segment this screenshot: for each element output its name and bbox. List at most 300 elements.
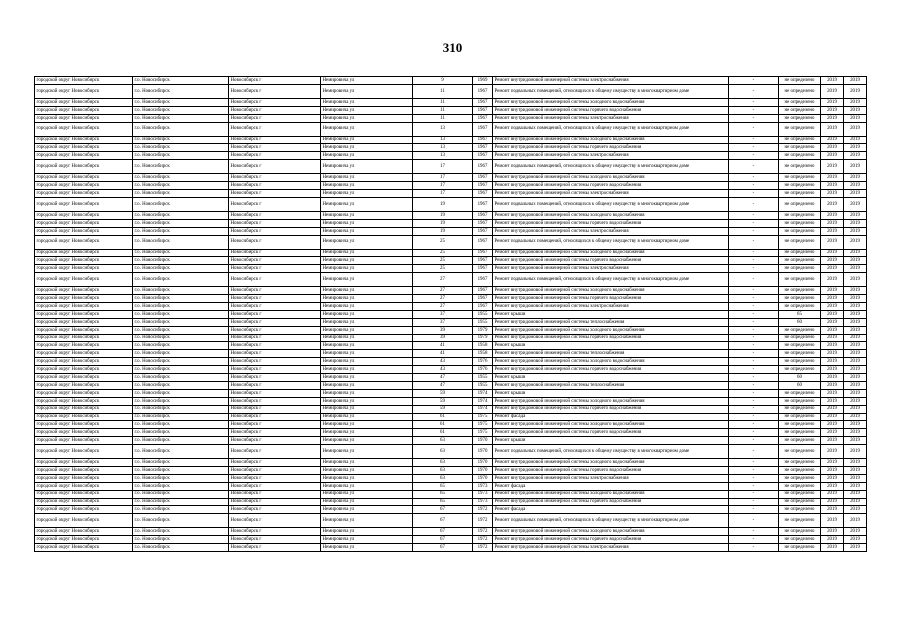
table-row <box>35 528 867 536</box>
year-start-cell: 2019 <box>821 482 844 490</box>
year-end-cell: 2019 <box>844 437 867 445</box>
street-cell: Немировича ул <box>321 249 413 257</box>
street-cell: Немировича ул <box>321 334 413 342</box>
wear-cell: не определено <box>779 350 821 358</box>
district-cell: г.о. Новосибирск <box>133 437 229 445</box>
settlement-cell: Новосибирск г <box>229 152 321 160</box>
year-start-cell: 2019 <box>821 358 844 366</box>
municipality-cell: городской округ Новосибирск <box>35 98 133 106</box>
year-cell: 1976 <box>473 358 493 366</box>
year-start-cell: 2019 <box>821 152 844 160</box>
district-cell: г.о. Новосибирск <box>133 106 229 114</box>
settlement-cell: Новосибирск г <box>229 397 321 405</box>
table-row <box>35 265 867 273</box>
wear-cell: не определено <box>779 152 821 160</box>
year-end-cell: 2019 <box>844 211 867 219</box>
street-cell: Немировича ул <box>321 122 413 136</box>
wear-cell: не определено <box>779 437 821 445</box>
municipality-cell: городской округ Новосибирск <box>35 160 133 174</box>
table-row <box>35 227 867 235</box>
year-start-cell: 2019 <box>821 429 844 437</box>
year-cell: 1967 <box>473 257 493 265</box>
district-cell: г.о. Новосибирск <box>133 190 229 198</box>
house-cell: 41 <box>413 350 473 358</box>
house-cell: 11 <box>413 114 473 122</box>
year-end-cell: 2019 <box>844 84 867 98</box>
wear-cell: не определено <box>779 174 821 182</box>
cost-cell: - <box>729 429 779 437</box>
district-cell: г.о. Новосибирск <box>133 413 229 421</box>
street-cell: Немировича ул <box>321 397 413 405</box>
street-cell: Немировича ул <box>321 528 413 536</box>
work-type-cell: Ремонт подвальных помещений, относящихся к общему имуществу в многоквартирном доме <box>493 235 729 249</box>
year-cell: 1967 <box>473 190 493 198</box>
settlement-cell: Новосибирск г <box>229 482 321 490</box>
year-end-cell: 2019 <box>844 528 867 536</box>
wear-cell: не определено <box>779 544 821 552</box>
table-row <box>35 514 867 528</box>
table-row <box>35 506 867 514</box>
cost-cell: - <box>729 514 779 528</box>
year-start-cell: 2019 <box>821 211 844 219</box>
year-start-cell: 2019 <box>821 98 844 106</box>
settlement-cell: Новосибирск г <box>229 366 321 374</box>
cost-cell: - <box>729 197 779 211</box>
work-type-cell: Ремонт крыши <box>493 437 729 445</box>
house-cell: 67 <box>413 514 473 528</box>
cost-cell: - <box>729 466 779 474</box>
year-start-cell: 2019 <box>821 528 844 536</box>
street-cell: Немировича ул <box>321 303 413 311</box>
house-cell: 63 <box>413 437 473 445</box>
cost-cell: - <box>729 437 779 445</box>
house-cell: 17 <box>413 190 473 198</box>
cost-cell: - <box>729 445 779 459</box>
year-end-cell: 2019 <box>844 381 867 389</box>
house-cell: 11 <box>413 106 473 114</box>
cost-cell: - <box>729 506 779 514</box>
work-type-cell: Ремонт внутридомовой инженерной системы горячего водоснабжения <box>493 366 729 374</box>
work-type-cell: Ремонт внутридомовой инженерной системы холодного водоснабжения <box>493 287 729 295</box>
municipality-cell: городской округ Новосибирск <box>35 84 133 98</box>
municipality-cell: городской округ Новосибирск <box>35 350 133 358</box>
settlement-cell: Новосибирск г <box>229 122 321 136</box>
year-end-cell: 2019 <box>844 466 867 474</box>
house-cell: 61 <box>413 413 473 421</box>
house-cell: 67 <box>413 528 473 536</box>
year-cell: 1970 <box>473 466 493 474</box>
house-cell: 43 <box>413 358 473 366</box>
district-cell: г.о. Новосибирск <box>133 445 229 459</box>
municipality-cell: городской округ Новосибирск <box>35 144 133 152</box>
municipality-cell: городской округ Новосибирск <box>35 265 133 273</box>
year-end-cell: 2019 <box>844 374 867 382</box>
settlement-cell: Новосибирск г <box>229 342 321 350</box>
table-row <box>35 235 867 249</box>
cost-cell: - <box>729 474 779 482</box>
work-type-cell: Ремонт внутридомовой инженерной системы горячего водоснабжения <box>493 405 729 413</box>
street-cell: Немировича ул <box>321 84 413 98</box>
settlement-cell: Новосибирск г <box>229 310 321 318</box>
settlement-cell: Новосибирск г <box>229 536 321 544</box>
work-type-cell: Ремонт внутридомовой инженерной системы горячего водоснабжения <box>493 144 729 152</box>
work-type-cell: Ремонт внутридомовой инженерной системы холодного водоснабжения <box>493 397 729 405</box>
table-row <box>35 342 867 350</box>
cost-cell: - <box>729 182 779 190</box>
year-start-cell: 2019 <box>821 445 844 459</box>
table-row <box>35 106 867 114</box>
municipality-cell: городской округ Новосибирск <box>35 114 133 122</box>
table-row <box>35 389 867 397</box>
work-type-cell: Ремонт подвальных помещений, относящихся к общему имуществу в многоквартирном доме <box>493 514 729 528</box>
year-start-cell: 2019 <box>821 381 844 389</box>
municipality-cell: городской округ Новосибирск <box>35 498 133 506</box>
municipality-cell: городской округ Новосибирск <box>35 366 133 374</box>
wear-cell: не определено <box>779 536 821 544</box>
table-row <box>35 190 867 198</box>
table-row <box>35 544 867 552</box>
cost-cell: - <box>729 310 779 318</box>
year-cell: 1973 <box>473 482 493 490</box>
house-cell: 27 <box>413 287 473 295</box>
house-cell: 63 <box>413 445 473 459</box>
settlement-cell: Новосибирск г <box>229 474 321 482</box>
house-cell: 47 <box>413 374 473 382</box>
year-start-cell: 2019 <box>821 77 844 85</box>
district-cell: г.о. Новосибирск <box>133 536 229 544</box>
district-cell: г.о. Новосибирск <box>133 466 229 474</box>
year-end-cell: 2019 <box>844 174 867 182</box>
house-cell: 13 <box>413 122 473 136</box>
table-row <box>35 160 867 174</box>
wear-cell: не определено <box>779 84 821 98</box>
settlement-cell: Новосибирск г <box>229 358 321 366</box>
settlement-cell: Новосибирск г <box>229 227 321 235</box>
district-cell: г.о. Новосибирск <box>133 474 229 482</box>
street-cell: Немировича ул <box>321 160 413 174</box>
settlement-cell: Новосибирск г <box>229 182 321 190</box>
street-cell: Немировича ул <box>321 498 413 506</box>
street-cell: Немировича ул <box>321 342 413 350</box>
work-type-cell: Ремонт подвальных помещений, относящихся к общему имуществу в многоквартирном доме <box>493 160 729 174</box>
table-row <box>35 249 867 257</box>
year-start-cell: 2019 <box>821 334 844 342</box>
street-cell: Немировича ул <box>321 227 413 235</box>
year-start-cell: 2019 <box>821 536 844 544</box>
cost-cell: - <box>729 536 779 544</box>
municipality-cell: городской округ Новосибирск <box>35 342 133 350</box>
year-cell: 1967 <box>473 227 493 235</box>
street-cell: Немировича ул <box>321 358 413 366</box>
settlement-cell: Новосибирск г <box>229 506 321 514</box>
year-start-cell: 2019 <box>821 84 844 98</box>
year-start-cell: 2019 <box>821 389 844 397</box>
municipality-cell: городской округ Новосибирск <box>35 334 133 342</box>
district-cell: г.о. Новосибирск <box>133 318 229 326</box>
street-cell: Немировича ул <box>321 98 413 106</box>
wear-cell: не определено <box>779 211 821 219</box>
year-end-cell: 2019 <box>844 445 867 459</box>
year-start-cell: 2019 <box>821 405 844 413</box>
cost-cell: - <box>729 528 779 536</box>
cost-cell: - <box>729 265 779 273</box>
house-cell: 25 <box>413 235 473 249</box>
house-cell: 65 <box>413 490 473 498</box>
cost-cell: - <box>729 136 779 144</box>
district-cell: г.о. Новосибирск <box>133 114 229 122</box>
year-start-cell: 2019 <box>821 144 844 152</box>
wear-cell: не определено <box>779 514 821 528</box>
district-cell: г.о. Новосибирск <box>133 389 229 397</box>
cost-cell: - <box>729 459 779 467</box>
municipality-cell: городской округ Новосибирск <box>35 249 133 257</box>
year-cell: 1967 <box>473 182 493 190</box>
municipality-cell: городской округ Новосибирск <box>35 303 133 311</box>
work-type-cell: Ремонт фасада <box>493 506 729 514</box>
cost-cell: - <box>729 77 779 85</box>
wear-cell: не определено <box>779 482 821 490</box>
year-start-cell: 2019 <box>821 437 844 445</box>
year-start-cell: 2019 <box>821 366 844 374</box>
district-cell: г.о. Новосибирск <box>133 381 229 389</box>
year-cell: 1974 <box>473 397 493 405</box>
table-row <box>35 287 867 295</box>
table-row <box>35 536 867 544</box>
wear-cell: не определено <box>779 265 821 273</box>
settlement-cell: Новосибирск г <box>229 445 321 459</box>
year-end-cell: 2019 <box>844 421 867 429</box>
house-cell: 63 <box>413 459 473 467</box>
wear-cell: не определено <box>779 405 821 413</box>
settlement-cell: Новосибирск г <box>229 437 321 445</box>
work-type-cell: Ремонт внутридомовой инженерной системы электроснабжения <box>493 114 729 122</box>
year-start-cell: 2019 <box>821 303 844 311</box>
year-start-cell: 2019 <box>821 397 844 405</box>
year-cell: 1958 <box>473 350 493 358</box>
settlement-cell: Новосибирск г <box>229 190 321 198</box>
municipality-cell: городской округ Новосибирск <box>35 235 133 249</box>
year-cell: 1970 <box>473 474 493 482</box>
wear-cell: не определено <box>779 429 821 437</box>
year-end-cell: 2019 <box>844 459 867 467</box>
settlement-cell: Новосибирск г <box>229 374 321 382</box>
street-cell: Немировича ул <box>321 235 413 249</box>
work-type-cell: Ремонт внутридомовой инженерной системы холодного водоснабжения <box>493 174 729 182</box>
municipality-cell: городской округ Новосибирск <box>35 474 133 482</box>
wear-cell: не определено <box>779 106 821 114</box>
table-row <box>35 257 867 265</box>
year-cell: 1972 <box>473 528 493 536</box>
house-cell: 61 <box>413 429 473 437</box>
municipality-cell: городской округ Новосибирск <box>35 295 133 303</box>
municipality-cell: городской округ Новосибирск <box>35 374 133 382</box>
municipality-cell: городской округ Новосибирск <box>35 257 133 265</box>
year-start-cell: 2019 <box>821 197 844 211</box>
street-cell: Немировича ул <box>321 506 413 514</box>
wear-cell: не определено <box>779 466 821 474</box>
work-type-cell: Ремонт внутридомовой инженерной системы электроснабжения <box>493 474 729 482</box>
settlement-cell: Новосибирск г <box>229 273 321 287</box>
year-cell: 1979 <box>473 334 493 342</box>
house-cell: 65 <box>413 498 473 506</box>
municipality-cell: городской округ Новосибирск <box>35 122 133 136</box>
year-cell: 1967 <box>473 265 493 273</box>
settlement-cell: Новосибирск г <box>229 106 321 114</box>
wear-cell: не определено <box>779 235 821 249</box>
settlement-cell: Новосибирск г <box>229 326 321 334</box>
district-cell: г.о. Новосибирск <box>133 295 229 303</box>
district-cell: г.о. Новосибирск <box>133 197 229 211</box>
settlement-cell: Новосибирск г <box>229 381 321 389</box>
settlement-cell: Новосибирск г <box>229 77 321 85</box>
municipality-cell: городской округ Новосибирск <box>35 273 133 287</box>
year-start-cell: 2019 <box>821 490 844 498</box>
house-cell: 61 <box>413 421 473 429</box>
street-cell: Немировича ул <box>321 474 413 482</box>
year-cell: 1967 <box>473 160 493 174</box>
table-row <box>35 310 867 318</box>
wear-cell: не определено <box>779 326 821 334</box>
work-type-cell: Ремонт внутридомовой инженерной системы холодного водоснабжения <box>493 136 729 144</box>
table-row <box>35 318 867 326</box>
street-cell: Немировича ул <box>321 197 413 211</box>
cost-cell: - <box>729 160 779 174</box>
year-start-cell: 2019 <box>821 342 844 350</box>
municipality-cell: городской округ Новосибирск <box>35 77 133 85</box>
municipality-cell: городской округ Новосибирск <box>35 318 133 326</box>
year-cell: 1967 <box>473 303 493 311</box>
work-type-cell: Ремонт внутридомовой инженерной системы горячего водоснабжения <box>493 219 729 227</box>
table-row <box>35 144 867 152</box>
year-end-cell: 2019 <box>844 506 867 514</box>
work-type-cell: Ремонт внутридомовой инженерной системы электроснабжения <box>493 227 729 235</box>
house-cell: 59 <box>413 405 473 413</box>
street-cell: Немировича ул <box>321 490 413 498</box>
year-start-cell: 2019 <box>821 122 844 136</box>
cost-cell: - <box>729 84 779 98</box>
street-cell: Немировича ул <box>321 389 413 397</box>
settlement-cell: Новосибирск г <box>229 350 321 358</box>
municipality-cell: городской округ Новосибирск <box>35 397 133 405</box>
year-cell: 1967 <box>473 114 493 122</box>
year-end-cell: 2019 <box>844 397 867 405</box>
year-start-cell: 2019 <box>821 160 844 174</box>
year-start-cell: 2019 <box>821 498 844 506</box>
street-cell: Немировича ул <box>321 295 413 303</box>
cost-cell: - <box>729 219 779 227</box>
street-cell: Немировича ул <box>321 211 413 219</box>
district-cell: г.о. Новосибирск <box>133 490 229 498</box>
table-row <box>35 381 867 389</box>
year-start-cell: 2019 <box>821 310 844 318</box>
municipality-cell: городской округ Новосибирск <box>35 190 133 198</box>
work-type-cell: Ремонт подвальных помещений, относящихся к общему имуществу в многоквартирном доме <box>493 84 729 98</box>
year-end-cell: 2019 <box>844 249 867 257</box>
wear-cell: не определено <box>779 358 821 366</box>
table-row <box>35 429 867 437</box>
house-cell: 19 <box>413 219 473 227</box>
work-type-cell: Ремонт внутридомовой инженерной системы холодного водоснабжения <box>493 249 729 257</box>
street-cell: Немировича ул <box>321 219 413 227</box>
year-cell: 1967 <box>473 197 493 211</box>
municipality-cell: городской округ Новосибирск <box>35 459 133 467</box>
municipality-cell: городской округ Новосибирск <box>35 358 133 366</box>
work-type-cell: Ремонт подвальных помещений, относящихся к общему имуществу в многоквартирном доме <box>493 273 729 287</box>
year-end-cell: 2019 <box>844 334 867 342</box>
table-row <box>35 122 867 136</box>
municipality-cell: городской округ Новосибирск <box>35 326 133 334</box>
municipality-cell: городской округ Новосибирск <box>35 536 133 544</box>
repair-schedule-table <box>34 76 867 552</box>
year-start-cell: 2019 <box>821 466 844 474</box>
wear-cell: не определено <box>779 303 821 311</box>
table-row <box>35 197 867 211</box>
year-end-cell: 2019 <box>844 474 867 482</box>
street-cell: Немировича ул <box>321 459 413 467</box>
house-cell: 27 <box>413 273 473 287</box>
work-type-cell: Ремонт внутридомовой инженерной системы горячего водоснабжения <box>493 257 729 265</box>
street-cell: Немировича ул <box>321 466 413 474</box>
work-type-cell: Ремонт подвальных помещений, относящихся к общему имуществу в многоквартирном доме <box>493 122 729 136</box>
district-cell: г.о. Новосибирск <box>133 227 229 235</box>
year-end-cell: 2019 <box>844 136 867 144</box>
cost-cell: - <box>729 98 779 106</box>
house-cell: 25 <box>413 249 473 257</box>
settlement-cell: Новосибирск г <box>229 528 321 536</box>
table-row <box>35 77 867 85</box>
cost-cell: - <box>729 544 779 552</box>
work-type-cell: Ремонт внутридомовой инженерной системы теплоснабжения <box>493 318 729 326</box>
cost-cell: - <box>729 413 779 421</box>
cost-cell: - <box>729 295 779 303</box>
settlement-cell: Новосибирск г <box>229 287 321 295</box>
table-row <box>35 114 867 122</box>
year-cell: 1967 <box>473 84 493 98</box>
year-cell: 1973 <box>473 498 493 506</box>
cost-cell: - <box>729 381 779 389</box>
year-end-cell: 2019 <box>844 219 867 227</box>
street-cell: Немировича ул <box>321 265 413 273</box>
year-start-cell: 2019 <box>821 350 844 358</box>
house-cell: 63 <box>413 466 473 474</box>
work-type-cell: Ремонт крыши <box>493 342 729 350</box>
wear-cell: не определено <box>779 474 821 482</box>
street-cell: Немировича ул <box>321 182 413 190</box>
year-cell: 1967 <box>473 287 493 295</box>
cost-cell: - <box>729 405 779 413</box>
wear-cell: не определено <box>779 273 821 287</box>
settlement-cell: Новосибирск г <box>229 459 321 467</box>
municipality-cell: городской округ Новосибирск <box>35 544 133 552</box>
district-cell: г.о. Новосибирск <box>133 374 229 382</box>
house-cell: 27 <box>413 295 473 303</box>
wear-cell: не определено <box>779 219 821 227</box>
table-row <box>35 152 867 160</box>
cost-cell: - <box>729 211 779 219</box>
table-row <box>35 84 867 98</box>
work-type-cell: Ремонт внутридомовой инженерной системы горячего водоснабжения <box>493 106 729 114</box>
wear-cell: не определено <box>779 421 821 429</box>
street-cell: Немировича ул <box>321 350 413 358</box>
settlement-cell: Новосибирск г <box>229 405 321 413</box>
municipality-cell: городской округ Новосибирск <box>35 106 133 114</box>
cost-cell: - <box>729 490 779 498</box>
year-start-cell: 2019 <box>821 544 844 552</box>
year-end-cell: 2019 <box>844 544 867 552</box>
work-type-cell: Ремонт внутридомовой инженерной системы холодного водоснабжения <box>493 490 729 498</box>
municipality-cell: городской округ Новосибирск <box>35 482 133 490</box>
cost-cell: - <box>729 190 779 198</box>
